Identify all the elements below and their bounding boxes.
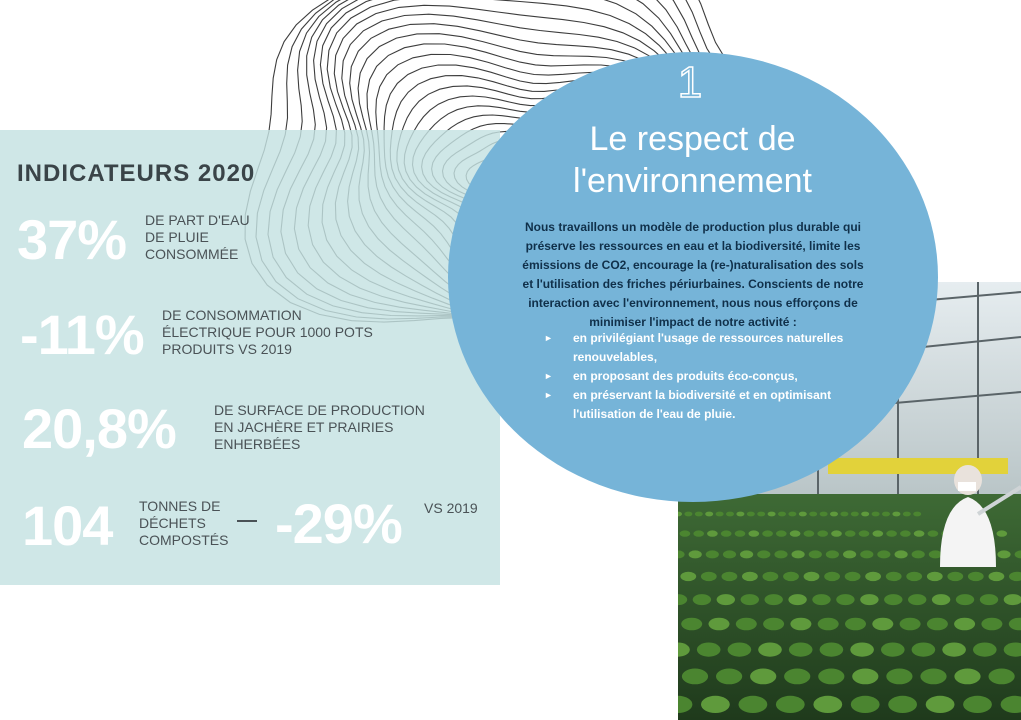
plant-pot bbox=[735, 530, 746, 536]
plant-pot bbox=[843, 550, 856, 558]
plant-pot bbox=[824, 572, 840, 581]
plant-pot bbox=[920, 669, 946, 685]
plant-pot bbox=[881, 643, 905, 657]
plant-pot bbox=[776, 696, 805, 713]
plant-pot bbox=[831, 530, 842, 536]
plant-pot bbox=[968, 572, 984, 581]
plant-pot bbox=[980, 594, 998, 605]
plant-pot bbox=[693, 594, 711, 605]
stat-value-compost-tonnes: 104 bbox=[22, 494, 113, 557]
plant-pot bbox=[723, 550, 736, 558]
plant-pot bbox=[826, 550, 839, 558]
plant-pot bbox=[932, 594, 950, 605]
plant-pot bbox=[888, 696, 917, 713]
stat-value-compost-change: -29% bbox=[275, 492, 402, 555]
plant-pot bbox=[789, 643, 813, 657]
plant-pot bbox=[739, 696, 768, 713]
plant-pot bbox=[882, 512, 890, 517]
plant-pot bbox=[788, 594, 806, 605]
plant-pot bbox=[762, 530, 773, 536]
plant-pot bbox=[684, 512, 692, 517]
stat-value-rainwater: 37% bbox=[17, 208, 127, 271]
plant-pot bbox=[927, 572, 943, 581]
plant-pot bbox=[788, 512, 796, 517]
plant-pot bbox=[707, 530, 718, 536]
plant-pot bbox=[809, 512, 817, 517]
plant-pot bbox=[750, 669, 776, 685]
plant-pot bbox=[776, 530, 787, 536]
plant-pot bbox=[778, 512, 786, 517]
plant-pot bbox=[872, 618, 893, 631]
indicators-title: INDICATEURS 2020 bbox=[17, 160, 256, 187]
plant-pot bbox=[680, 572, 696, 581]
stat-label-fallow-surface: DE SURFACE DE PRODUCTION EN JACHÈRE ET PRAIRIES ENHERBÉES bbox=[214, 402, 425, 452]
plant-pot bbox=[693, 530, 704, 536]
plant-pot bbox=[912, 550, 925, 558]
plant-pot bbox=[728, 643, 752, 657]
plant-pot bbox=[830, 512, 838, 517]
plant-pot bbox=[845, 618, 866, 631]
plant-pot bbox=[790, 530, 801, 536]
plant-pot bbox=[812, 594, 830, 605]
plant-pot bbox=[860, 594, 878, 605]
plant-pot bbox=[784, 669, 810, 685]
triangle-bullet-icon: ► bbox=[544, 371, 553, 381]
plant-pot bbox=[908, 594, 926, 605]
commitments-list bbox=[540, 329, 860, 424]
triangle-bullet-icon: ► bbox=[544, 390, 553, 400]
plant-pot bbox=[912, 643, 936, 657]
plant-pot bbox=[884, 594, 902, 605]
plant-pot bbox=[989, 572, 1005, 581]
plant-pot bbox=[900, 618, 921, 631]
plant-pot bbox=[716, 512, 724, 517]
plant-pot bbox=[895, 550, 908, 558]
plant-pot bbox=[721, 530, 732, 536]
plant-pot bbox=[765, 594, 783, 605]
plant-pot bbox=[749, 530, 760, 536]
plant-pot bbox=[903, 512, 911, 517]
plant-pot bbox=[790, 618, 811, 631]
stat-label-compost: TONNES DE DÉCHETS COMPOSTÉS bbox=[139, 498, 229, 548]
plant-pot bbox=[742, 572, 758, 581]
plant-pot bbox=[695, 512, 703, 517]
plant-pot bbox=[886, 530, 897, 536]
plant-pot bbox=[792, 550, 805, 558]
plant-pot bbox=[818, 618, 839, 631]
plant-pot bbox=[845, 530, 856, 536]
plant-pot bbox=[757, 550, 770, 558]
stat-value-fallow-surface: 20,8% bbox=[22, 397, 176, 460]
plant-pot bbox=[689, 550, 702, 558]
plant-pot bbox=[877, 550, 890, 558]
plant-pot bbox=[804, 572, 820, 581]
triangle-bullet-icon: ► bbox=[544, 333, 553, 343]
plant-pot bbox=[783, 572, 799, 581]
plant-pot bbox=[705, 512, 713, 517]
plant-pot bbox=[763, 572, 779, 581]
plant-pot bbox=[850, 643, 874, 657]
plant-pot bbox=[809, 550, 822, 558]
plant-pot bbox=[682, 669, 708, 685]
plant-pot bbox=[954, 669, 980, 685]
plant-pot bbox=[973, 643, 997, 657]
plant-pot bbox=[836, 594, 854, 605]
plant-pot bbox=[680, 530, 691, 536]
section-number: 1 bbox=[677, 58, 703, 107]
plant-pot bbox=[886, 572, 902, 581]
plant-pot bbox=[989, 669, 1015, 685]
plant-pot bbox=[701, 572, 717, 581]
plant-pot bbox=[736, 512, 744, 517]
plant-pot bbox=[681, 618, 702, 631]
plant-pot bbox=[906, 572, 922, 581]
plant-pot bbox=[873, 530, 884, 536]
plant-pot bbox=[845, 572, 861, 581]
plant-pot bbox=[736, 618, 757, 631]
plant-pot bbox=[928, 530, 939, 536]
plant-pot bbox=[804, 530, 815, 536]
plant-pot bbox=[747, 512, 755, 517]
plant-pot bbox=[954, 618, 975, 631]
plant-pot bbox=[709, 618, 730, 631]
plant-pot bbox=[913, 512, 921, 517]
plant-pot bbox=[997, 550, 1010, 558]
plant-pot bbox=[717, 594, 735, 605]
plant-pot bbox=[851, 512, 859, 517]
list-item: ► en proposant des produits éco-conçus, bbox=[540, 367, 860, 386]
plant-pot bbox=[774, 550, 787, 558]
plant-pot bbox=[726, 512, 734, 517]
list-item: ► en privilégiant l'usage de ressources naturelles renouvelables, bbox=[544, 331, 844, 364]
separator-dash bbox=[237, 520, 257, 522]
plant-pot bbox=[722, 572, 738, 581]
plant-pot bbox=[763, 618, 784, 631]
plant-pot bbox=[799, 512, 807, 517]
plant-pot bbox=[860, 550, 873, 558]
plant-pot bbox=[886, 669, 912, 685]
plant-pot bbox=[820, 512, 828, 517]
plant-pot bbox=[963, 696, 992, 713]
plant-pot bbox=[900, 530, 911, 536]
plant-pot bbox=[872, 512, 880, 517]
stat-label-electricity: DE CONSOMMATION ÉLECTRIQUE POUR 1000 POTS PRODUITS VS 2019 bbox=[162, 307, 373, 357]
plant-pot bbox=[851, 696, 880, 713]
list-item: ► en préservant la biodiversité et en optimisant l'utilisation de l'eau de pluie. bbox=[544, 388, 832, 421]
plant-pot bbox=[929, 550, 942, 558]
stat-label-rainwater: DE PART D'EAU DE PLUIE CONSOMMÉE bbox=[145, 212, 250, 262]
plant-pot bbox=[926, 696, 955, 713]
plant-pot bbox=[914, 530, 925, 536]
plant-pot bbox=[768, 512, 776, 517]
plant-pot bbox=[716, 669, 742, 685]
plant-pot bbox=[757, 512, 765, 517]
plant-pot bbox=[741, 594, 759, 605]
plant-pot bbox=[817, 530, 828, 536]
plant-pot bbox=[956, 594, 974, 605]
plant-pot bbox=[997, 530, 1008, 536]
plant-pot bbox=[818, 669, 844, 685]
plant-pot bbox=[852, 669, 878, 685]
plant-pot bbox=[892, 512, 900, 517]
stat-value-electricity: -11% bbox=[20, 303, 144, 366]
plant-pot bbox=[758, 643, 782, 657]
plant-pot bbox=[701, 696, 730, 713]
plant-pot bbox=[981, 618, 1002, 631]
plant-pot bbox=[861, 512, 869, 517]
plant-pot bbox=[740, 550, 753, 558]
plant-pot bbox=[942, 643, 966, 657]
plant-pot bbox=[865, 572, 881, 581]
section-body: Nous travaillons un modèle de production plus durable qui préserve les ressources en eau et la biodiversité, limite les émissions de CO2, encourage la (re-)naturalisation des sols et l'utilisation des friches périurbaines. Conscients de notre interaction avec l'environnement, nous nous efforçons de minimiser l'impact de notre activité : bbox=[522, 220, 864, 329]
plant-pot bbox=[859, 530, 870, 536]
plant-pot bbox=[697, 643, 721, 657]
section-title: Le respect de l'environnement bbox=[573, 120, 812, 200]
plant-pot bbox=[927, 618, 948, 631]
stat-label-compost-change-note: VS 2019 bbox=[424, 500, 478, 516]
plant-pot bbox=[840, 512, 848, 517]
plant-pot bbox=[706, 550, 719, 558]
plant-pot bbox=[813, 696, 842, 713]
plant-pot bbox=[820, 643, 844, 657]
plant-pot bbox=[947, 572, 963, 581]
